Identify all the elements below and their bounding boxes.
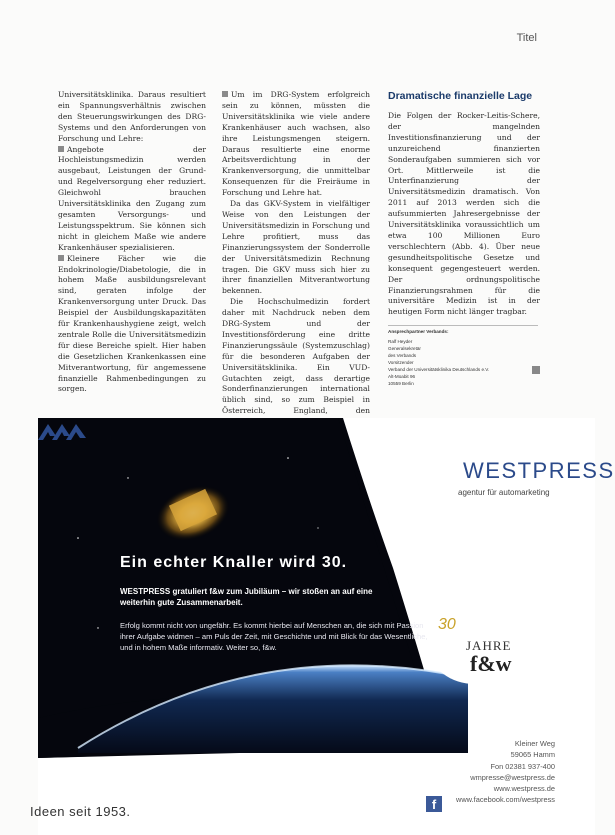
contact-box [388,325,538,387]
contact-line: Verband der Universitätsklinika Deutschlands e.V. [388,367,490,372]
contact-line: Alt-Moabit 96 [388,374,416,379]
bullet-square-icon [222,91,228,97]
article-end-mark [532,366,540,374]
contact-line: Vorsitzender [388,360,414,365]
address-line: Fon 02381 937-400 [490,761,555,771]
bullet-text: Angebote der Hochleistungsmedizin werden ausgebaut, Leistungen der Grund- und Regelversorgung eher reduziert. Gleichwohl brauchen Universitätsklinika den Zugang zum gesamten Versorgungs- und Leistungsspektrum. Sie können sich nicht in gleichem Maße wie andere Krankenhäuser spezialisieren. [58,144,206,252]
address-line: Kleiner Weg [514,739,555,748]
brand-name: WESTPRESS [463,458,615,483]
contact-line: Generalsekretär [388,346,421,351]
contact-label: Ansprechpartner Verbands: [388,329,449,334]
article-column-1 [58,90,206,395]
bullet-item [58,254,206,396]
address-line: 59065 Hamm [510,750,555,760]
bullet-item [222,90,370,199]
westpress-logo-icon [38,418,98,444]
facebook-icon: f [426,796,442,812]
paragraph: Die Hochschulmedizin fordert daher mit Nachdruck neben dem DRG-System und der Investitionsförderung eine dritte Finanzierungssäule (Systemzuschlag) für die besonderen Aufgaben der Universitätsklinika. Ein VUD-Gutachten zeigt, dass derartige Sonderfinanzierungen international üblich sind, so zum Beispiel in Österreich, England, den [222,297,370,416]
paragraph: Die Folgen der Rocker-Leitis-Schere, der mangelnden Investitionsfinanzierung und der unzureichend finanzierten Sonderaufgaben summieren sich vor Ort. Mittlerweile ist die Unterfinanzierung der Universitätsmedizin dramatisch. Von 2011 auf 2013 werden sich die aufsummierten Jahresergebnisse der Universitätsklinika voraussichtlich um etwa 100 Millionen Euro verschlechtern (Abb. 4). Über neue gesundheitspolitische Gesetze und konsequent gegengesteuert werden. Der ordnungspolitische Finanzierungsrahmen für die universitäre Medizin ist in der heutigen Form nicht länger tragbar. [388,111,540,317]
ad-headline: Ein echter Knaller wird 30. [120,554,348,571]
section-heading: Dramatische finanzielle Lage [388,90,533,102]
section-tag: Titel [516,32,537,44]
badge-jahre: JAHRE [466,638,512,653]
contact-line: 10559 Berlin [388,381,414,386]
article-column-2 [222,90,370,428]
address-line: www.westpress.de [493,784,555,794]
address-block [456,738,555,806]
bullet-text: Um im DRG-System erfolgreich sein zu können, müssten die Universitätsklinika wie viele andere Krankenhäuser auch wachsen, also ihre Leistungsmengen steigern. Daraus resultierte eine enorme Arbeitsverdichtung in der Krankenversorgung, die unmittelbar Konsequenzen für die Freiräume in Forschung und Lehre hat. [222,90,370,198]
westpress-advertisement [30,418,615,835]
bullet-square-icon [58,255,64,261]
article-column-3 [388,90,540,318]
paragraph: Universitätsklinika. Daraus resultiert ein Spannungsverhältnis zwischen den Steuerungswirkungen des DRG-Systems und den Anforderungen von Forschung und Lehre: [58,90,206,143]
contact-line: des Verbands [388,353,417,358]
ad-slogan: Ideen seit 1953. [30,804,131,819]
ad-lead: WESTPRESS gratuliert f&w zum Jubiläum – wir stoßen an auf eine weiterhin gute Zusammenarbeit. [120,587,373,607]
address-line: wmpresse@westpress.de [470,772,555,782]
badge-number: 30 [438,616,456,633]
bullet-square-icon [58,146,64,152]
brand-tagline: agentur für automarketing [458,488,550,497]
paragraph: Da das GKV-System in vielfältiger Weise von den Leistungen der Universitätsmedizin in Forschung und Lehre profitiert, muss das Finanzierungssystem der Sonderrolle der Universitätsmedizin Rechnung tragen. Die GKV muss sich hier zu ihrer finanziellen Mitverantwortung bekennen. [222,199,370,296]
ad-body: Erfolg kommt nicht von ungefähr. Es kommt hierbei auf Menschen an, die sich mit Passion ihrer Aufgabe widmen – am Puls der Zeit, mit Geschichte und mit Blick für das Wesentliche, und in hohem Maße informativ. Weiter so, f&w. [120,621,428,652]
bullet-text: Kleinere Fächer wie die Endokrinologie/Diabetologie, die in hohem Maße ausbildungsrelevant sind, geraten infolge der Krankenversorgung unter Druck. Das Beispiel der Ausbildungskapazitäten für Krankenhaushygiene zeigt, welch zentrale Rolle die Universitätsmedizin für diese Bereiche spielt. Hier haben die Gesetzlichen Krankenkassen eine Mitverantwortung, für angemessene finanzielle Rahmenbedingungen zu sorgen. [58,253,206,394]
fw-logo: f&w [470,651,512,676]
contact-line: Ralf Heyder [388,339,413,344]
bullet-item [58,145,206,254]
address-line: www.facebook.com/westpress [456,795,555,805]
